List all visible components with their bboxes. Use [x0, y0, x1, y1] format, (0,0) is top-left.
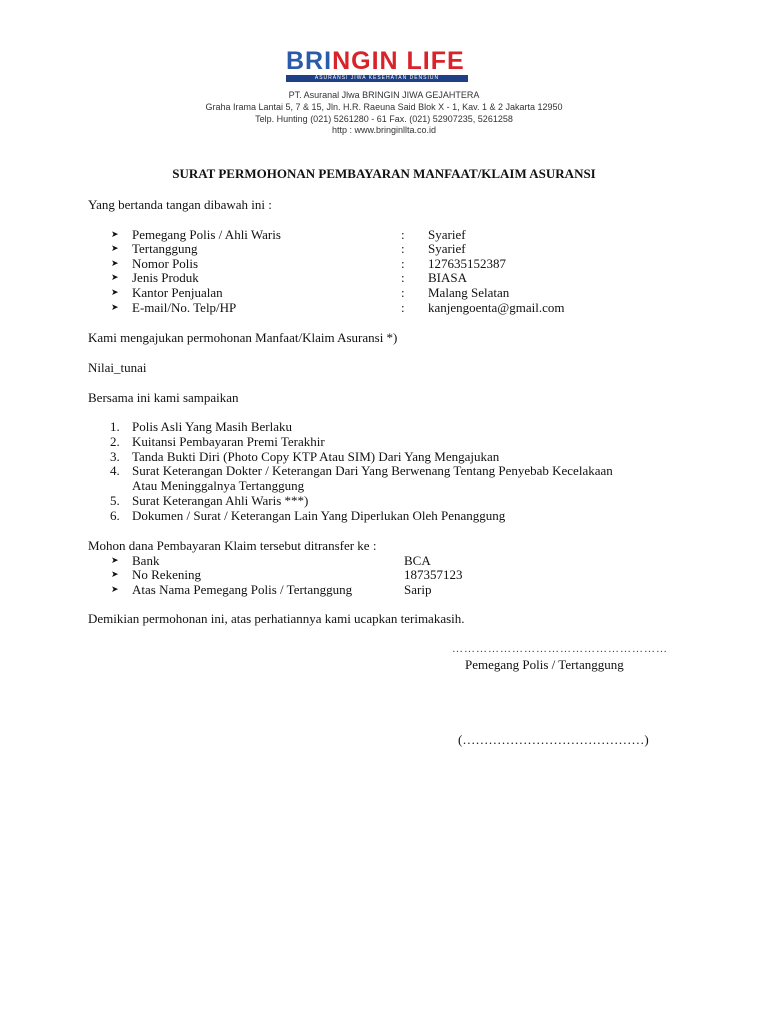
- field-value: 127635152387: [428, 256, 506, 271]
- company-phone: Telp. Hunting (021) 5261280 - 61 Fax. (021) 52907235, 5261258: [255, 114, 513, 124]
- field-label: Pemegang Polis / Ahli Waris: [132, 227, 281, 242]
- list-text: Surat Keterangan Dokter / Keterangan Dari Yang Berwenang Tentang Penyebab Kecelakaan Atau Meninggalnya Tertanggung: [132, 463, 613, 493]
- field-label: Kantor Penjualan: [132, 285, 223, 300]
- field-label: E-mail/No. Telp/HP: [132, 300, 237, 315]
- field-value: Syarief: [428, 227, 466, 242]
- list-text: Surat Keterangan Ahli Waris ***): [132, 493, 309, 508]
- field-row: [0, 270, 768, 285]
- field-row: [0, 285, 768, 300]
- list-number: 5.: [110, 493, 120, 508]
- attachment-intro: Bersama ini kami sampaikan: [88, 390, 239, 405]
- arrow-bullet-icon: ➤: [111, 243, 119, 253]
- signature-dots: ………………………………………………: [452, 643, 668, 655]
- transfer-row: [0, 567, 768, 582]
- field-colon: :: [401, 256, 405, 271]
- field-row: [0, 300, 768, 315]
- field-colon: :: [401, 300, 405, 315]
- field-row: [0, 241, 768, 256]
- list-text: Tanda Bukti Diri (Photo Copy KTP Atau SIM) Dari Yang Mengajukan: [132, 449, 500, 464]
- list-text: Kuitansi Pembayaran Premi Terakhir: [132, 434, 325, 449]
- transfer-row: [0, 553, 768, 568]
- field-value: Malang Selatan: [428, 285, 510, 300]
- signature-label: Pemegang Polis / Tertanggung: [465, 657, 624, 672]
- list-number: 3.: [110, 449, 120, 464]
- transfer-value: BCA: [404, 553, 431, 568]
- arrow-bullet-icon: ➤: [111, 287, 119, 297]
- list-number: 6.: [110, 508, 120, 523]
- field-label: Jenis Produk: [132, 270, 199, 285]
- request-text: Kami mengajukan permohonan Manfaat/Klaim Asuransi *): [88, 330, 398, 345]
- company-name: PT. Asuranal Jlwa BRINGIN JIWA GEJAHTERA: [288, 90, 480, 100]
- arrow-bullet-icon: ➤: [111, 584, 119, 594]
- field-row: [0, 227, 768, 242]
- intro-text: Yang bertanda tangan dibawah ini :: [88, 197, 272, 212]
- signature-name: (……………………………………): [458, 732, 649, 747]
- transfer-row: [0, 582, 768, 597]
- transfer-intro: Mohon dana Pembayaran Klaim tersebut ditransfer ke :: [88, 538, 377, 553]
- field-value: BIASA: [428, 270, 468, 285]
- field-colon: :: [401, 270, 405, 285]
- transfer-label: Atas Nama Pemegang Polis / Tertanggung: [132, 582, 353, 597]
- arrow-bullet-icon: ➤: [111, 258, 119, 268]
- company-website: http : www.bringinllta.co.id: [331, 125, 437, 135]
- list-number: 2.: [110, 434, 120, 449]
- document-title: SURAT PERMOHONAN PEMBAYARAN MANFAAT/KLAIM ASURANSI: [172, 166, 596, 181]
- claim-type: Nilai_tunai: [88, 360, 147, 375]
- logo-tagline: ASURANSI JIWA KESEHATAN DENSIUN: [286, 75, 468, 82]
- transfer-value: Sarip: [404, 582, 432, 597]
- arrow-bullet-icon: ➤: [111, 569, 119, 579]
- transfer-label: No Rekening: [132, 567, 201, 582]
- arrow-bullet-icon: ➤: [111, 272, 119, 282]
- field-value: Syarief: [428, 241, 466, 256]
- list-text: Dokumen / Surat / Keterangan Lain Yang Diperlukan Oleh Penanggung: [132, 508, 506, 523]
- company-logo: [286, 48, 470, 82]
- transfer-value: 187357123: [404, 567, 463, 582]
- field-value: kanjengoenta@gmail.com: [428, 300, 565, 315]
- field-colon: :: [401, 241, 405, 256]
- field-row: [0, 256, 768, 271]
- field-label: Tertanggung: [132, 241, 198, 256]
- field-colon: :: [401, 227, 405, 242]
- list-text: Polis Asli Yang Masih Berlaku: [132, 419, 292, 434]
- transfer-label: Bank: [132, 553, 160, 568]
- field-colon: :: [401, 285, 405, 300]
- logo-wordmark: BRINGIN LIFE: [286, 47, 465, 75]
- closing-text: Demikian permohonan ini, atas perhatiannya kami ucapkan terimakasih.: [88, 611, 465, 626]
- arrow-bullet-icon: ➤: [111, 229, 119, 239]
- list-number: 1.: [110, 419, 120, 434]
- arrow-bullet-icon: ➤: [111, 555, 119, 565]
- arrow-bullet-icon: ➤: [111, 302, 119, 312]
- field-label: Nomor Polis: [132, 256, 199, 271]
- company-address: Graha Irama Lantai 5, 7 & 15, Jln. H.R. Raeuna Said Blok X - 1, Kav. 1 & 2 Jakarta 12950: [205, 102, 563, 112]
- list-number: 4.: [110, 463, 120, 478]
